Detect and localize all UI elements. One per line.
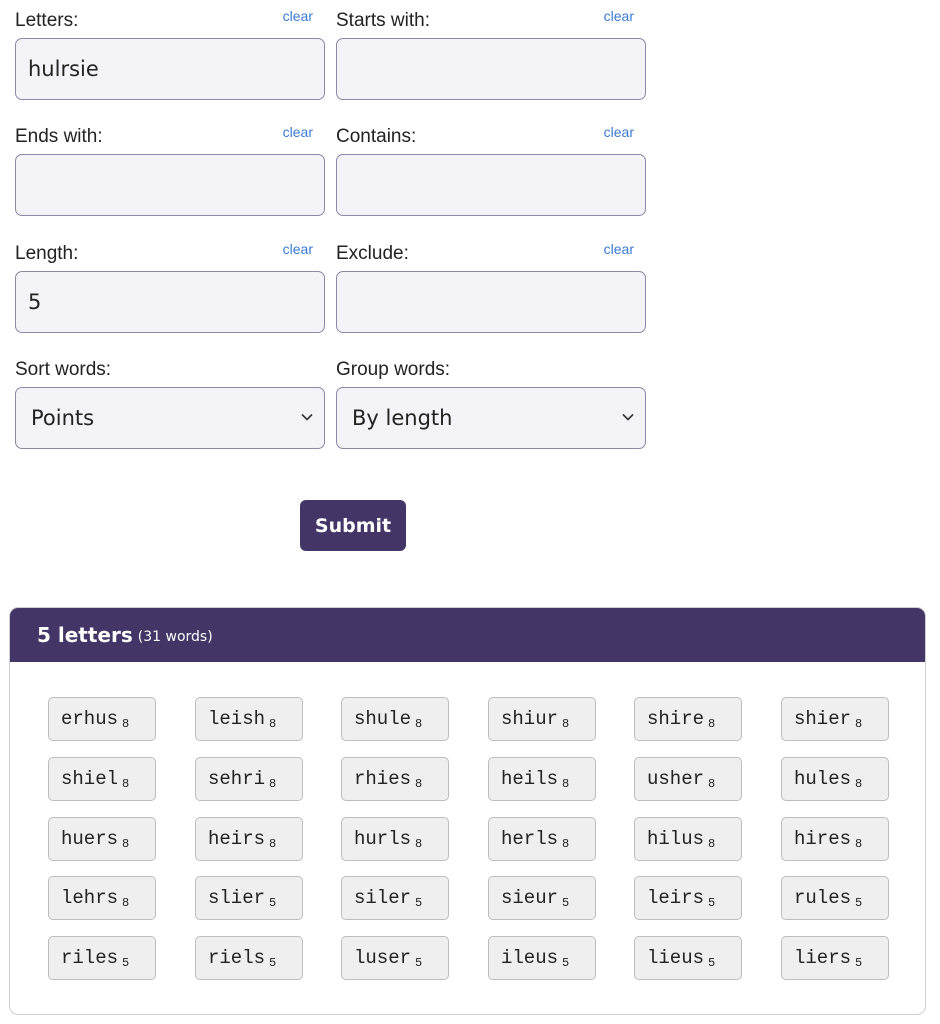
sort-label: Sort words: xyxy=(15,359,112,380)
word-chip[interactable] xyxy=(195,757,303,801)
word-chip[interactable] xyxy=(341,876,449,920)
word-points: 5 xyxy=(269,895,277,910)
chevron-down-icon xyxy=(621,410,635,424)
word-points: 5 xyxy=(708,955,716,970)
word-chip[interactable] xyxy=(781,876,889,920)
word-points: 8 xyxy=(708,836,716,851)
word-chip[interactable] xyxy=(195,697,303,741)
word-text: huers xyxy=(61,828,119,850)
word-points: 8 xyxy=(855,776,863,791)
contains-input[interactable] xyxy=(336,154,646,216)
word-chip[interactable] xyxy=(488,697,596,741)
word-points: 5 xyxy=(562,955,570,970)
word-points: 8 xyxy=(269,836,277,851)
word-points: 5 xyxy=(708,895,716,910)
word-points: 8 xyxy=(708,776,716,791)
word-text: shule xyxy=(354,708,412,730)
word-text: riles xyxy=(61,947,119,969)
word-text: hules xyxy=(794,768,852,790)
word-text: rules xyxy=(794,887,852,909)
word-text: hurls xyxy=(354,828,412,850)
word-chip[interactable] xyxy=(48,757,156,801)
word-text: erhus xyxy=(61,708,119,730)
word-chip[interactable] xyxy=(341,817,449,861)
chevron-down-icon xyxy=(300,410,314,424)
word-text: shier xyxy=(794,708,852,730)
word-points: 8 xyxy=(122,776,130,791)
word-points: 8 xyxy=(855,716,863,731)
starts-with-clear-link[interactable]: clear xyxy=(603,8,634,24)
word-text: hires xyxy=(794,828,852,850)
word-text: sehri xyxy=(208,768,266,790)
contains-label: Contains: xyxy=(336,126,417,147)
group-selected-value: By length xyxy=(352,406,453,430)
word-chip[interactable] xyxy=(48,697,156,741)
word-chip[interactable] xyxy=(488,757,596,801)
word-chip[interactable] xyxy=(195,817,303,861)
ends-with-clear-link[interactable]: clear xyxy=(282,124,313,140)
word-chip[interactable] xyxy=(195,936,303,980)
word-points: 8 xyxy=(708,716,716,731)
letters-input[interactable] xyxy=(15,38,325,100)
word-points: 5 xyxy=(122,955,130,970)
word-chip[interactable] xyxy=(48,936,156,980)
length-clear-link[interactable]: clear xyxy=(282,241,313,257)
word-points: 8 xyxy=(562,776,570,791)
word-chip[interactable] xyxy=(488,936,596,980)
ends-with-input[interactable] xyxy=(15,154,325,216)
word-chip[interactable] xyxy=(341,697,449,741)
word-chip[interactable] xyxy=(195,876,303,920)
starts-with-input[interactable] xyxy=(336,38,646,100)
results-count: (31 words) xyxy=(137,628,213,645)
word-points: 8 xyxy=(122,716,130,731)
word-text: leish xyxy=(208,708,266,730)
word-text: liers xyxy=(794,947,852,969)
word-chip[interactable] xyxy=(634,697,742,741)
word-text: ileus xyxy=(501,947,559,969)
results-panel xyxy=(9,607,926,1015)
word-points: 8 xyxy=(415,716,423,731)
word-text: shire xyxy=(647,708,705,730)
word-points: 8 xyxy=(122,836,130,851)
group-label: Group words: xyxy=(336,359,451,380)
word-text: leirs xyxy=(647,887,705,909)
word-chip[interactable] xyxy=(48,876,156,920)
group-select[interactable] xyxy=(336,387,646,449)
word-chip[interactable] xyxy=(488,817,596,861)
contains-clear-link[interactable]: clear xyxy=(603,124,634,140)
word-text: slier xyxy=(208,887,266,909)
word-text: rhies xyxy=(354,768,412,790)
word-text: luser xyxy=(354,947,412,969)
letters-label: Letters: xyxy=(15,10,79,31)
letters-clear-link[interactable]: clear xyxy=(282,8,313,24)
word-points: 8 xyxy=(122,895,130,910)
word-chip[interactable] xyxy=(341,936,449,980)
word-text: heirs xyxy=(208,828,266,850)
word-text: hilus xyxy=(647,828,705,850)
word-chip[interactable] xyxy=(48,817,156,861)
word-chip[interactable] xyxy=(781,757,889,801)
word-points: 8 xyxy=(562,836,570,851)
results-header xyxy=(10,608,925,662)
word-text: sieur xyxy=(501,887,559,909)
word-text: lieus xyxy=(647,947,705,969)
exclude-input[interactable] xyxy=(336,271,646,333)
word-points: 5 xyxy=(855,955,863,970)
word-points: 8 xyxy=(269,776,277,791)
word-chip[interactable] xyxy=(781,697,889,741)
word-chip[interactable] xyxy=(634,936,742,980)
word-chip[interactable] xyxy=(634,817,742,861)
sort-select[interactable] xyxy=(15,387,325,449)
ends-with-label: Ends with: xyxy=(15,126,103,147)
word-text: herls xyxy=(501,828,559,850)
submit-button[interactable]: Submit xyxy=(300,500,406,551)
word-points: 5 xyxy=(415,895,423,910)
word-points: 8 xyxy=(562,716,570,731)
word-chip[interactable] xyxy=(341,757,449,801)
word-text: shiel xyxy=(61,768,119,790)
word-chip[interactable] xyxy=(634,757,742,801)
length-label: Length: xyxy=(15,243,79,264)
word-chip[interactable] xyxy=(781,817,889,861)
word-text: usher xyxy=(647,768,705,790)
word-points: 5 xyxy=(269,955,277,970)
word-text: riels xyxy=(208,947,266,969)
word-points: 5 xyxy=(855,895,863,910)
word-points: 8 xyxy=(415,836,423,851)
word-text: siler xyxy=(354,887,412,909)
word-text: shiur xyxy=(501,708,559,730)
word-chip[interactable] xyxy=(634,876,742,920)
word-points: 5 xyxy=(562,895,570,910)
word-chip[interactable] xyxy=(781,936,889,980)
word-points: 8 xyxy=(415,776,423,791)
exclude-clear-link[interactable]: clear xyxy=(603,241,634,257)
length-input[interactable] xyxy=(15,271,325,333)
word-points: 8 xyxy=(855,836,863,851)
word-text: heils xyxy=(501,768,559,790)
word-chip[interactable] xyxy=(488,876,596,920)
word-text: lehrs xyxy=(61,887,119,909)
word-points: 8 xyxy=(269,716,277,731)
sort-selected-value: Points xyxy=(31,406,95,430)
starts-with-label: Starts with: xyxy=(336,10,430,31)
results-title: 5 letters xyxy=(37,623,133,647)
word-points: 5 xyxy=(415,955,423,970)
exclude-label: Exclude: xyxy=(336,243,409,264)
